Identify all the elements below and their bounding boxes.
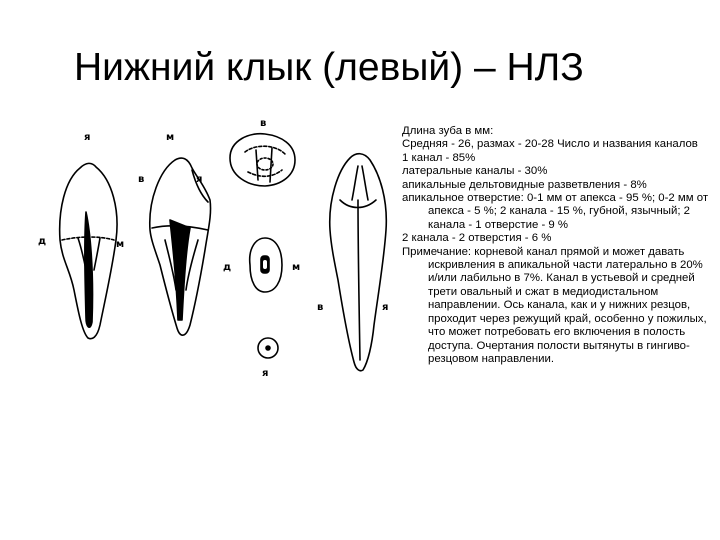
tooth-diagram (20, 100, 400, 390)
label-ya-top-left: я (84, 132, 91, 143)
label-ya-mid: я (196, 174, 203, 185)
text-line: Примечание: корневой канал прямой и может давать искривления в апикальной части латерально в 20% и/или лабильно в 7%. Канал в устьевой и средней трети овальный и сжат в медиодистальном направлении. Ось канала, как и у нижних резцов, проходит через режущий край, особенно у пожилых, что может потребовать его включения в полость доступа. Очертания полости вытянуты в гингиво-резцовом направлении. (402, 245, 707, 365)
label-b-top: в (260, 118, 267, 129)
slide-title: Нижний клык (левый) – НЛЗ (74, 46, 584, 89)
label-d-left: д (38, 236, 47, 247)
text-line: 1 канал - 85% (402, 151, 476, 164)
label-d-mid: д (223, 262, 232, 273)
text-line: Средняя - 26, размах - 20-28 Число и названия каналов (402, 138, 698, 151)
label-ya-bottom: я (262, 368, 269, 379)
label-b-mid: в (138, 174, 145, 185)
text-line: апикальное отверстие: 0-1 мм от апекса - 95 %; 0-2 мм от апекса - 5 %; 2 канала - 15 %, губной, язычный; 2 канала - 1 отверстие - 9 % (402, 192, 709, 231)
text-line: 2 канала - 2 отверстия - 6 % (402, 232, 552, 245)
text-line: апикальные дельтовидные разветвления - 8% (402, 178, 647, 191)
tooth-view-3 (330, 154, 387, 371)
tooth-description (402, 125, 715, 366)
text-line: Длина зуба в мм: (402, 125, 494, 137)
root-cross-section-middle (250, 238, 282, 292)
label-m-left: м (116, 239, 125, 250)
label-ya-low: я (382, 302, 389, 313)
root-cross-section-apical (258, 338, 278, 358)
crown-cross-section (230, 134, 295, 186)
label-b-low: в (317, 302, 324, 313)
label-m-top: м (166, 132, 175, 143)
text-line: латеральные каналы - 30% (402, 165, 548, 178)
label-m-mid: м (292, 262, 301, 273)
tooth-view-1 (60, 163, 117, 338)
